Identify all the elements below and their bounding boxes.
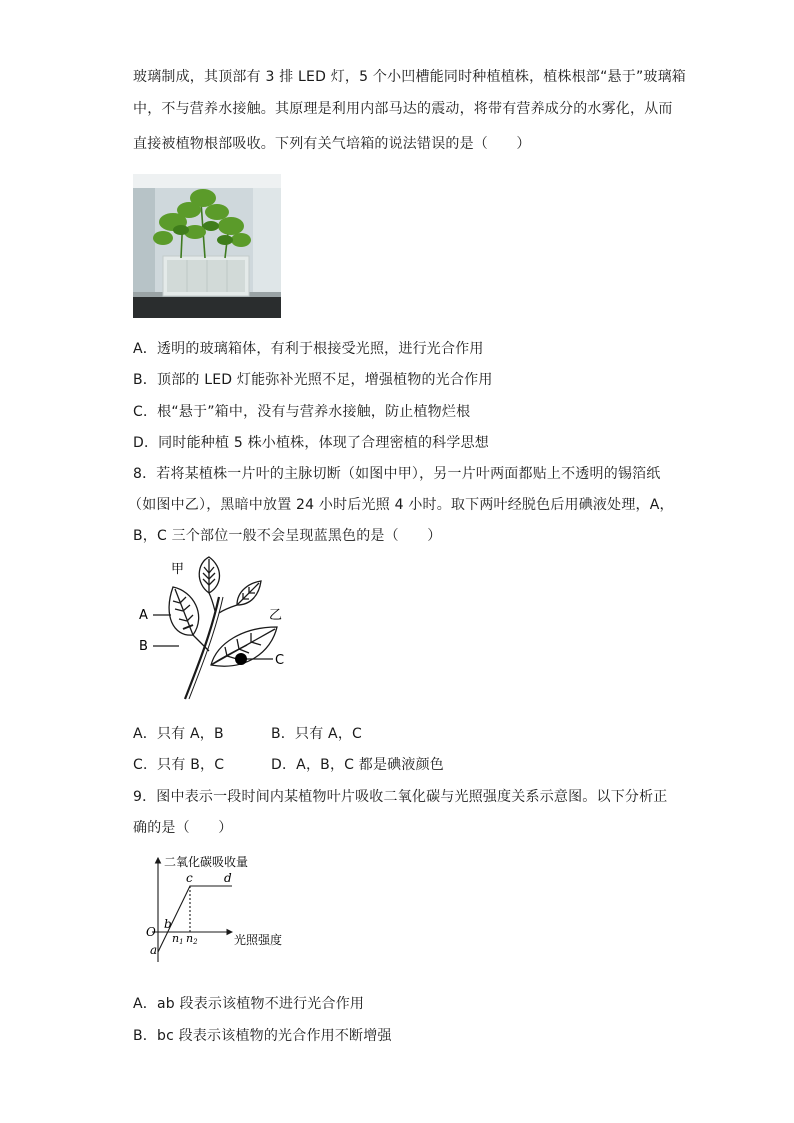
q9-option-b: B．bc 段表示该植物的光合作用不断增强 bbox=[133, 1028, 392, 1044]
leaf-experiment-diagram bbox=[133, 553, 303, 705]
graph-point-b: b bbox=[164, 917, 172, 931]
q9-text-line-1: 9．图中表示一段时间内某植物叶片吸收二氧化碳与光照强度关系示意图。以下分析正 bbox=[133, 789, 668, 805]
graph-point-a: a bbox=[150, 943, 158, 957]
graph-point-c: c bbox=[186, 871, 193, 885]
graph-n1-label: n1 bbox=[172, 932, 184, 946]
q7-option-d: D．同时能种植 5 株小植株，体现了合理密植的科学思想 bbox=[133, 435, 489, 451]
q7-option-c: C．根“悬于”箱中，没有与营养水接触，防止植物烂根 bbox=[133, 404, 471, 420]
graph-y-axis-label: 二氧化碳吸收量 bbox=[164, 855, 249, 869]
graph-x-axis-label: 光照强度 bbox=[234, 933, 283, 947]
graph-n2-label: n2 bbox=[186, 932, 198, 946]
q7-option-a: A．透明的玻璃箱体，有利于根接受光照，进行光合作用 bbox=[133, 341, 484, 357]
q8-text-line-2: （如图中乙），黑暗中放置 24 小时后光照 4 小时。取下两叶经脱色后用碘液处理，A， bbox=[128, 497, 674, 513]
q8-option-d: D．A，B，C 都是碘液颜色 bbox=[271, 757, 444, 773]
graph-origin-label: O bbox=[146, 925, 156, 939]
co2-light-graph bbox=[140, 852, 300, 970]
q7-option-b: B．顶部的 LED 灯能弥补光照不足，增强植物的光合作用 bbox=[133, 372, 493, 388]
q8-option-b: B．只有 A，C bbox=[271, 726, 363, 742]
q9-option-a: A．ab 段表示该植物不进行光合作用 bbox=[133, 996, 365, 1012]
label-b: B bbox=[139, 639, 148, 654]
q8-option-c: C．只有 B，C bbox=[133, 757, 225, 773]
q8-text-line-3: B，C 三个部位一般不会呈现蓝黑色的是（ ） bbox=[133, 528, 442, 544]
label-yi: 乙 bbox=[269, 608, 283, 623]
q9-text-line-2: 确的是（ ） bbox=[133, 820, 233, 836]
label-c: C bbox=[275, 653, 285, 668]
q8-option-a: A．只有 A，B bbox=[133, 726, 224, 742]
label-a: A bbox=[139, 608, 148, 623]
q7-text-line-2: 中，不与营养水接触。其原理是利用内部马达的震动，将带有营养成分的水雾化，从而 bbox=[133, 101, 673, 117]
q8-text-line-1: 8．若将某植株一片叶的主脉切断（如图中甲），另一片叶两面都贴上不透明的锡箔纸 bbox=[133, 466, 661, 482]
graph-point-d: d bbox=[224, 871, 232, 885]
q7-text-line-1: 玻璃制成，其顶部有 3 排 LED 灯，5 个小凹槽能同时种植植株，植株根部“悬于”玻璃箱 bbox=[133, 69, 686, 85]
q7-text-line-3: 直接被植物根部吸收。下列有关气培箱的说法错误的是（ ） bbox=[133, 136, 531, 152]
air-culture-box-photo bbox=[133, 174, 281, 318]
label-jia: 甲 bbox=[171, 562, 185, 577]
